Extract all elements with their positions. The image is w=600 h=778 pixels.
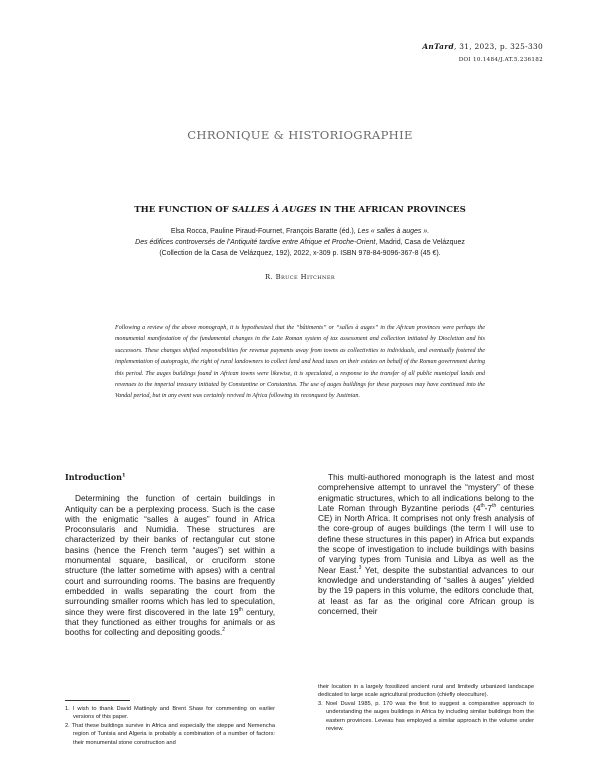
- footnotes-left: [65, 705, 275, 747]
- footnote-2: 2. That these buildings survive in Africa and especially the steppe and Nemencha region of Tunisia and Algeria is probably a combination of a number of factors: their monumental stone construction and: [65, 722, 275, 746]
- article-title: [0, 205, 600, 215]
- biblio-subtitle: Des édifices controversés de l’Antiquité tardive entre Afrique et Proche-Orient: [135, 239, 376, 246]
- footnote-rule: [65, 700, 130, 701]
- para1-text-b: century, that they functioned as either troughs for animals or as booths for collecting and depositing goods.: [65, 606, 276, 638]
- para2-sup-1: th: [480, 503, 485, 510]
- author-name: [0, 273, 600, 281]
- biblio-line-2: [60, 237, 540, 248]
- article-title-suffix: IN THE AFRICAN PROVINCES: [316, 205, 466, 215]
- biblio-publisher: , Madrid, Casa de Velázquez: [375, 239, 465, 246]
- intro-heading-note: 1: [121, 472, 126, 479]
- footnote-3: 3. Noel Duval 1985, p. 170 was the first to suggest a comparative approach to understanding the auges buildings in Africa by including similar buildings from the eastern provinces. Leveau has employed a similar approach in the volume under review.: [318, 700, 534, 733]
- footnotes-right: [318, 683, 534, 733]
- para2-footnote-ref: 3: [358, 564, 362, 571]
- abstract: Following a review of the above monograph, it is hypothesized that the “bâtiments” or “salles à auges” in the African provinces were perhaps the monumental manifestation of the fundamental changes in the Late Roman system of tax assessment and collection initiated by Diocletian and his successors. These changes shifted responsibilities for revenue payments away from towns as collectivities to individuals, and eventually fostered the implementation of autopragia, the right of rural landowners to collect land and head taxes on their estates on behalf of the Roman government during this period. The auges buildings found in African towns were likewise, it is speculated, a response to the transfer of all public municipal lands and revenues to the imperial treasury initiated by Constantine or Constantius. The use of auges buildings for these purposes may have continued into the Vandal period, but in any event was certainly revived in Africa following its reconquest by Justinian.: [115, 325, 485, 400]
- running-header: [422, 42, 543, 63]
- author-name-text: R. Bruce Hitchner: [264, 273, 336, 281]
- biblio-line-3: (Collection de la Casa de Velázquez, 192), 2022, x-309 p. ISBN 978-84-9096-367-8 (45 €).: [159, 250, 441, 257]
- para2-text-b: centuries CE) in North Africa. It comprises not only fresh analysis of the core-group of auges buildings (the term I will use to define these structures in this paper) in Africa but expands the scope of investigation to include buildings with basins of varying types from Tunisia and Libya as well as the Near East.: [318, 502, 534, 575]
- citation-details: , 31, 2023, p. 325-330: [453, 42, 543, 51]
- bibliographic-reference: [60, 226, 540, 259]
- para2-text-c: Yet, despite the substantial advances to our knowledge and understanding of “salles à auges” yielded by the 19 papers in this volume, the editors conclude that, at least as far as the original core African group is concerned, their: [318, 564, 534, 616]
- journal-name: AnTard: [422, 42, 454, 51]
- left-column: [65, 472, 275, 637]
- article-title-italic: SALLES À AUGES: [231, 205, 317, 215]
- para2-text-a: This multi-authored monograph is the latest and most comprehensive attempt to unravel the “mystery” of these enigmatic structures, which to all indications belong to the Late Roman through Byzantine periods (4: [318, 472, 534, 513]
- biblio-line-1: [60, 226, 540, 237]
- para1-footnote-ref: 2: [222, 627, 226, 634]
- para1-sup: th: [238, 606, 243, 613]
- article-title-prefix: THE FUNCTION OF: [134, 205, 232, 215]
- intro-paragraph-1: [65, 493, 275, 637]
- footnote-2-continued: their location in a largely fossilized ancient rural and limitedly urbanized landscape dedicated to large scale agricultural production (chiefly oleoculture).: [318, 684, 534, 699]
- para2-text-mid: -7: [484, 502, 493, 513]
- footnote-1: 1. I wish to thank David Mattingly and Brent Shaw for commenting on earlier versions of this paper.: [65, 706, 275, 721]
- journal-citation: [422, 42, 543, 51]
- intro-heading: [65, 472, 275, 482]
- biblio-title: Les « salles à auges ».: [357, 228, 430, 235]
- para2-sup-2: th: [492, 503, 497, 510]
- section-title: CHRONIQUE & HISTORIOGRAPHIE: [187, 128, 413, 142]
- intro-paragraph-2: [318, 472, 534, 616]
- para1-text-a: Determining the function of certain buildings in Antiquity can be a perplexing process. Such is the case with the enigmatic “salles à auges” found in Africa Proconsularis and Numidia. These structures are characterized by their banks of rectangular cut stone basins (hence the French term “auges”) set within a monumental square, basilical, or cruciform stone structure (the latter sometime with apses) with a central court and surrounding rooms. The basins are frequently embedded in walls separating the court from the surrounding smaller rooms which has led to speculation, since they were first discovered in the late 19: [65, 493, 275, 617]
- doi: DOI 10.1484/J.AT.5.236182: [458, 57, 543, 63]
- biblio-editors: Elsa Rocca, Pauline Piraud-Fournet, François Baratte (éd.),: [170, 228, 358, 235]
- intro-heading-text: Introduction: [65, 472, 122, 482]
- right-column: [318, 472, 534, 616]
